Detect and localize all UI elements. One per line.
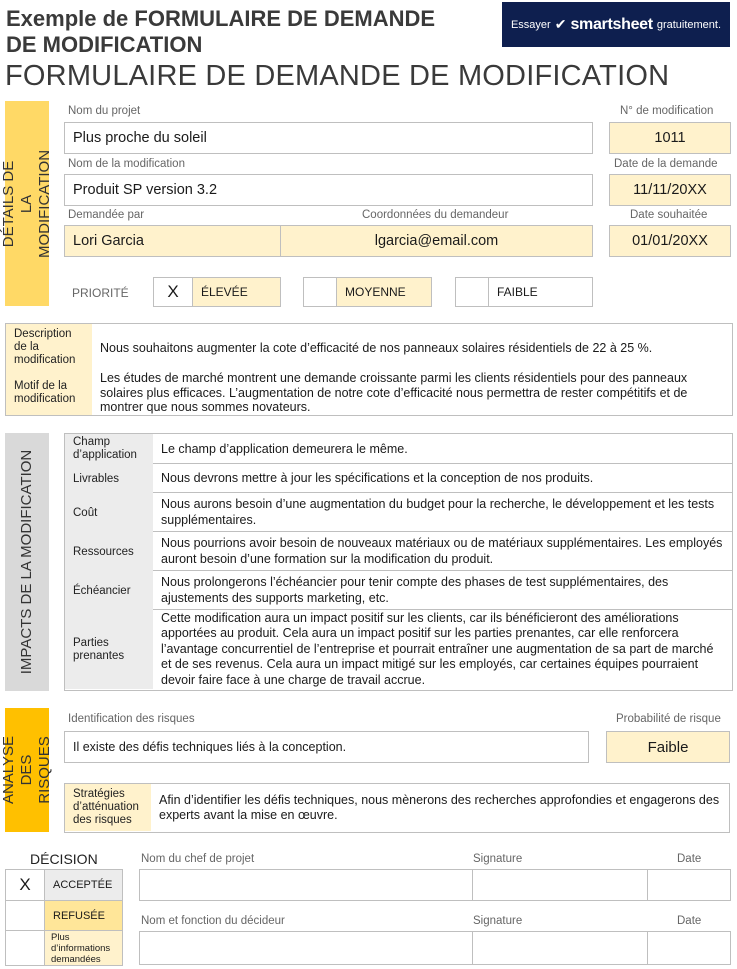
impact-label-cost: Coût: [65, 493, 153, 532]
chef-label: Nom du chef de projet: [141, 853, 255, 865]
mod-name-label: Nom de la modification: [68, 158, 185, 170]
mod-number-label: N° de modification: [620, 105, 714, 117]
chef-signature-field[interactable]: [472, 869, 648, 901]
title-line-2: DE MODIFICATION: [6, 32, 203, 57]
risks-section-label: ANALYSE DES RISQUES: [5, 708, 49, 832]
checkmark-icon: ✔: [554, 16, 567, 32]
impact-text-schedule[interactable]: Nous prolongerons l’échéancier pour tenir compte des phases de test supplémentaires, des ajustements des supports marketing, etc.: [153, 571, 732, 610]
description-label: Description de la modification: [6, 324, 92, 371]
chef-date-field[interactable]: [647, 869, 731, 901]
mod-name-field[interactable]: Produit SP version 3.2: [64, 174, 593, 206]
risk-prob-label: Probabilité de risque: [616, 713, 721, 725]
contact-field[interactable]: lgarcia@email.com: [280, 225, 593, 257]
requested-by-field[interactable]: Lori Garcia: [64, 225, 282, 257]
mitigation-block: [64, 783, 730, 833]
signature-label-1: Signature: [473, 853, 523, 865]
impact-text-cost[interactable]: Nous aurons besoin d’une augmentation du budget pour la recherche, le développement et les tests supplémentaires.: [153, 493, 732, 532]
project-name-field[interactable]: Plus proche du soleil: [64, 122, 593, 154]
decider-date-field[interactable]: [647, 931, 731, 965]
impact-text-deliverables[interactable]: Nous devrons mettre à jour les spécifications et la conception de nos produits.: [153, 464, 732, 493]
decider-signature-field[interactable]: [472, 931, 648, 965]
risk-id-label: Identification des risques: [68, 713, 195, 725]
priority-high-label: ÉLEVÉE: [192, 277, 281, 307]
priority-low-checkbox[interactable]: [455, 277, 489, 307]
request-date-field[interactable]: 11/11/20XX: [609, 174, 731, 206]
desired-date-field[interactable]: 01/01/20XX: [609, 225, 731, 257]
description-block: [5, 323, 733, 416]
mod-number-field[interactable]: 1011: [609, 122, 731, 154]
decider-name-field[interactable]: [139, 931, 473, 965]
impact-label-stakeholders: Parties prenantes: [65, 610, 153, 689]
date-label-2: Date: [677, 915, 702, 927]
date-label-1: Date: [677, 853, 702, 865]
risk-id-field[interactable]: Il existe des défis techniques liés à la conception.: [64, 731, 589, 763]
reason-label: Motif de la modification: [6, 371, 92, 415]
requested-by-label: Demandée par: [68, 209, 145, 221]
impact-label-scope: Champ d’application: [65, 434, 153, 464]
decision-refused-label: REFUSÉE: [44, 900, 123, 931]
impact-label-resources: Ressources: [65, 532, 153, 571]
request-date-label: Date de la demande: [614, 158, 718, 170]
signature-label-2: Signature: [473, 915, 523, 927]
chef-name-field[interactable]: [139, 869, 473, 901]
logo-post-text: gratuitement.: [656, 18, 722, 31]
impact-text-resources[interactable]: Nous pourrions avoir besoin de nouveaux matériaux ou de matériaux supplémentaires. Les employés auront besoin d’une formation sur la modification du produit.: [153, 532, 732, 571]
decision-more-info-checkbox[interactable]: [5, 930, 45, 966]
details-section-label: DÉTAILS DE LA MODIFICATION: [5, 101, 49, 306]
smartsheet-banner-link[interactable]: [502, 2, 730, 47]
decision-accepted-label: ACCEPTÉE: [44, 869, 123, 901]
title-line-1: Exemple de FORMULAIRE DE DEMANDE: [6, 6, 436, 31]
decider-label: Nom et fonction du décideur: [141, 915, 285, 927]
impacts-table: [64, 433, 733, 691]
logo-pre-text: Essayer: [510, 18, 551, 31]
logo-brand: smartsheet: [570, 15, 653, 33]
form-subtitle: FORMULAIRE DE DEMANDE DE MODIFICATION: [5, 60, 670, 92]
priority-label: PRIORITÉ: [72, 286, 129, 300]
contact-label: Coordonnées du demandeur: [362, 209, 509, 221]
priority-medium-checkbox[interactable]: [303, 277, 337, 307]
impacts-section-label: IMPACTS DE LA MODIFICATION: [5, 433, 49, 691]
description-text[interactable]: Nous souhaitons augmenter la cote d’efficacité de nos panneaux solaires résidentiels de 22 à 25 %.: [100, 340, 653, 355]
priority-low-label: FAIBLE: [488, 277, 593, 307]
desired-date-label: Date souhaitée: [630, 209, 708, 221]
decision-accepted-checkbox[interactable]: X: [5, 869, 45, 901]
risk-prob-field[interactable]: Faible: [606, 731, 730, 763]
decision-more-info-label: Plus d’informations demandées: [44, 930, 123, 966]
decision-refused-checkbox[interactable]: [5, 900, 45, 931]
page-title: [6, 6, 486, 58]
mitigation-text[interactable]: Afin d’identifier les défis techniques, nous mènerons des recherches approfondies et engagerons des experts avant la mise en œuvre.: [159, 792, 720, 822]
reason-text[interactable]: Les études de marché montrent une demande croissante parmi les clients résidentiels pour des panneaux solaires plus efficaces. L’augmentation de notre cote d’efficacité nous permettra de rester compétitifs et de montrer que nous sommes novateurs.: [100, 371, 688, 415]
project-name-label: Nom du projet: [68, 105, 141, 117]
impact-label-deliverables: Livrables: [65, 464, 153, 493]
impact-text-stakeholders[interactable]: Cette modification aura un impact positif sur les clients, car ils bénéficieront des améliorations apportées au produit. Cela aura un impact positif sur les parties prenantes, car elle renforcera l’avantage concurrentiel de l’entreprise et pourrait entraîner une augmentation de sa part de marché et de ses revenus. Cela aura un impact mitigé sur les employés, car certaines équipes pourraient devoir faire face à une charge de travail accrue.: [161, 610, 714, 687]
decision-title: DÉCISION: [30, 851, 98, 867]
mitigation-label: Stratégies d’atténuation des risques: [65, 784, 151, 831]
priority-medium-label: MOYENNE: [336, 277, 432, 307]
impact-text-scope[interactable]: Le champ d’application demeurera le même.: [153, 434, 732, 464]
impact-label-schedule: Échéancier: [65, 571, 153, 610]
priority-high-checkbox[interactable]: X: [153, 277, 193, 307]
